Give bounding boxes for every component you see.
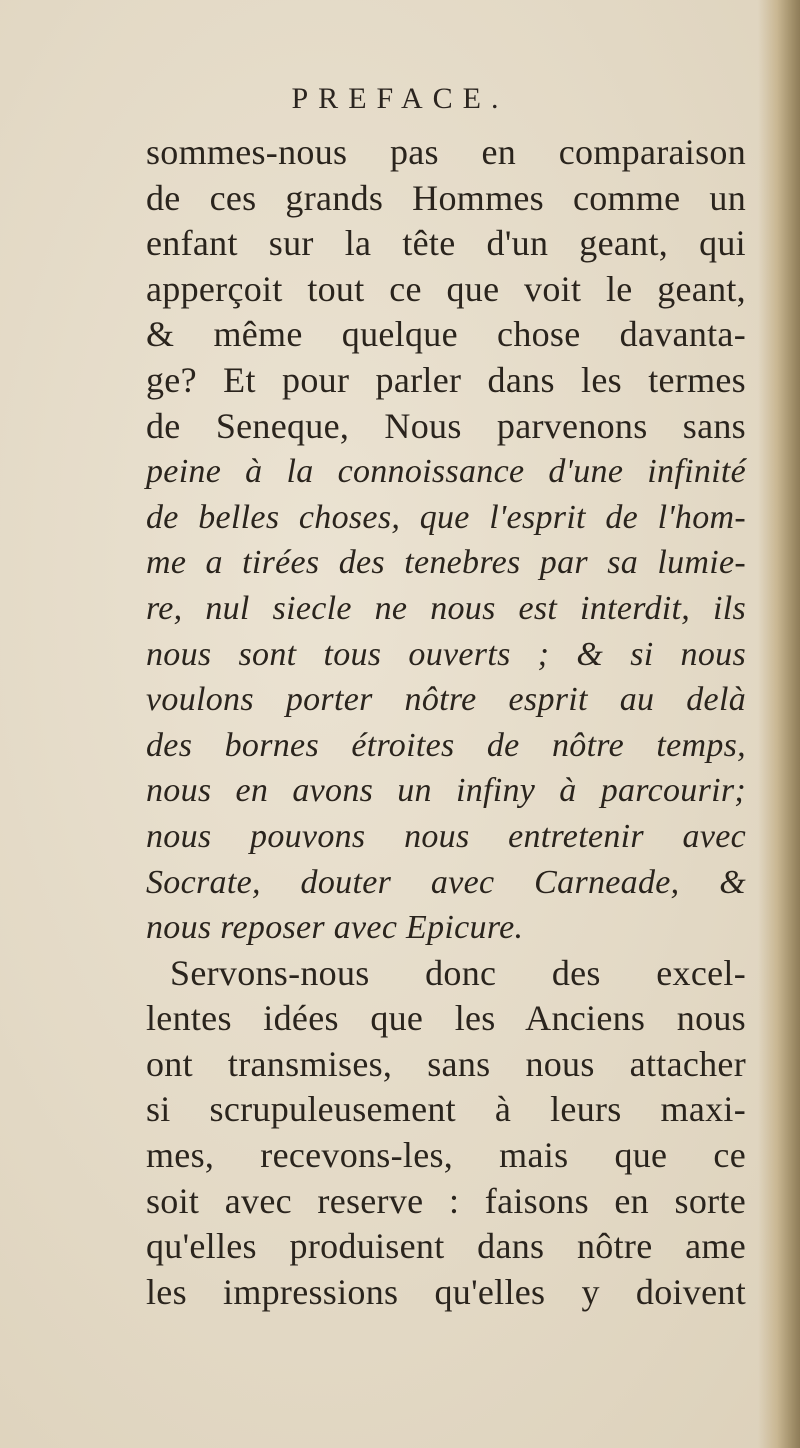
text-line-19: Servons-nous donc des excel- [170, 952, 746, 993]
text-line-6: ge? Et pour parler dans les termes [146, 359, 746, 400]
text-line-7: de Seneque, Nous parvenons sans [146, 405, 746, 446]
text-line-21: ont transmises, sans nous attacher [146, 1043, 746, 1084]
text-line-15: nous en avons un infiny à parcourir; [146, 772, 746, 810]
text-line-26: les impressions qu'elles y doivent [146, 1271, 746, 1312]
text-line-2: de ces grands Hommes comme un [146, 177, 746, 218]
text-line-9: de belles choses, que l'esprit de l'hom- [146, 498, 746, 536]
text-line-13: voulons porter nôtre esprit au delà [146, 681, 746, 719]
running-header [0, 82, 800, 132]
body-text [146, 130, 746, 1315]
text-line-4: apperçoit tout ce que voit le geant, [146, 268, 746, 309]
text-line-1: sommes-nous pas en comparaison [146, 132, 746, 172]
text-line-14: des bornes étroites de nôtre temps, [146, 726, 746, 764]
text-line-10: me a tirées des tenebres par sa lumie- [146, 544, 746, 582]
text-line-17: Socrate, douter avec Carneade, & [146, 863, 746, 901]
text-line-23: mes, recevons-les, mais que ce [146, 1135, 746, 1176]
text-line-25: qu'elles produisent dans nôtre ame [146, 1226, 746, 1267]
text-line-16: nous pouvons nous entretenir avec [146, 817, 746, 855]
text-line-11: re, nul siecle ne nous est interdit, ils [146, 589, 746, 627]
text-line-8: peine à la connoissance d'une infinité [146, 453, 746, 491]
page-gutter-edge [758, 0, 800, 1448]
text-line-18: nous reposer avec Epicure. [146, 909, 524, 947]
page-title: PREFACE. [291, 82, 509, 115]
text-line-12: nous sont tous ouverts ; & si nous [146, 635, 746, 673]
text-line-22: si scrupuleusement à leurs maxi- [146, 1089, 746, 1130]
text-line-3: enfant sur la tête d'un geant, qui [146, 223, 746, 264]
text-line-24: soit avec reserve : faisons en sorte [146, 1180, 746, 1221]
text-line-5: & même quelque chose davanta- [146, 314, 746, 355]
text-line-20: lentes idées que les Anciens nous [146, 998, 746, 1039]
